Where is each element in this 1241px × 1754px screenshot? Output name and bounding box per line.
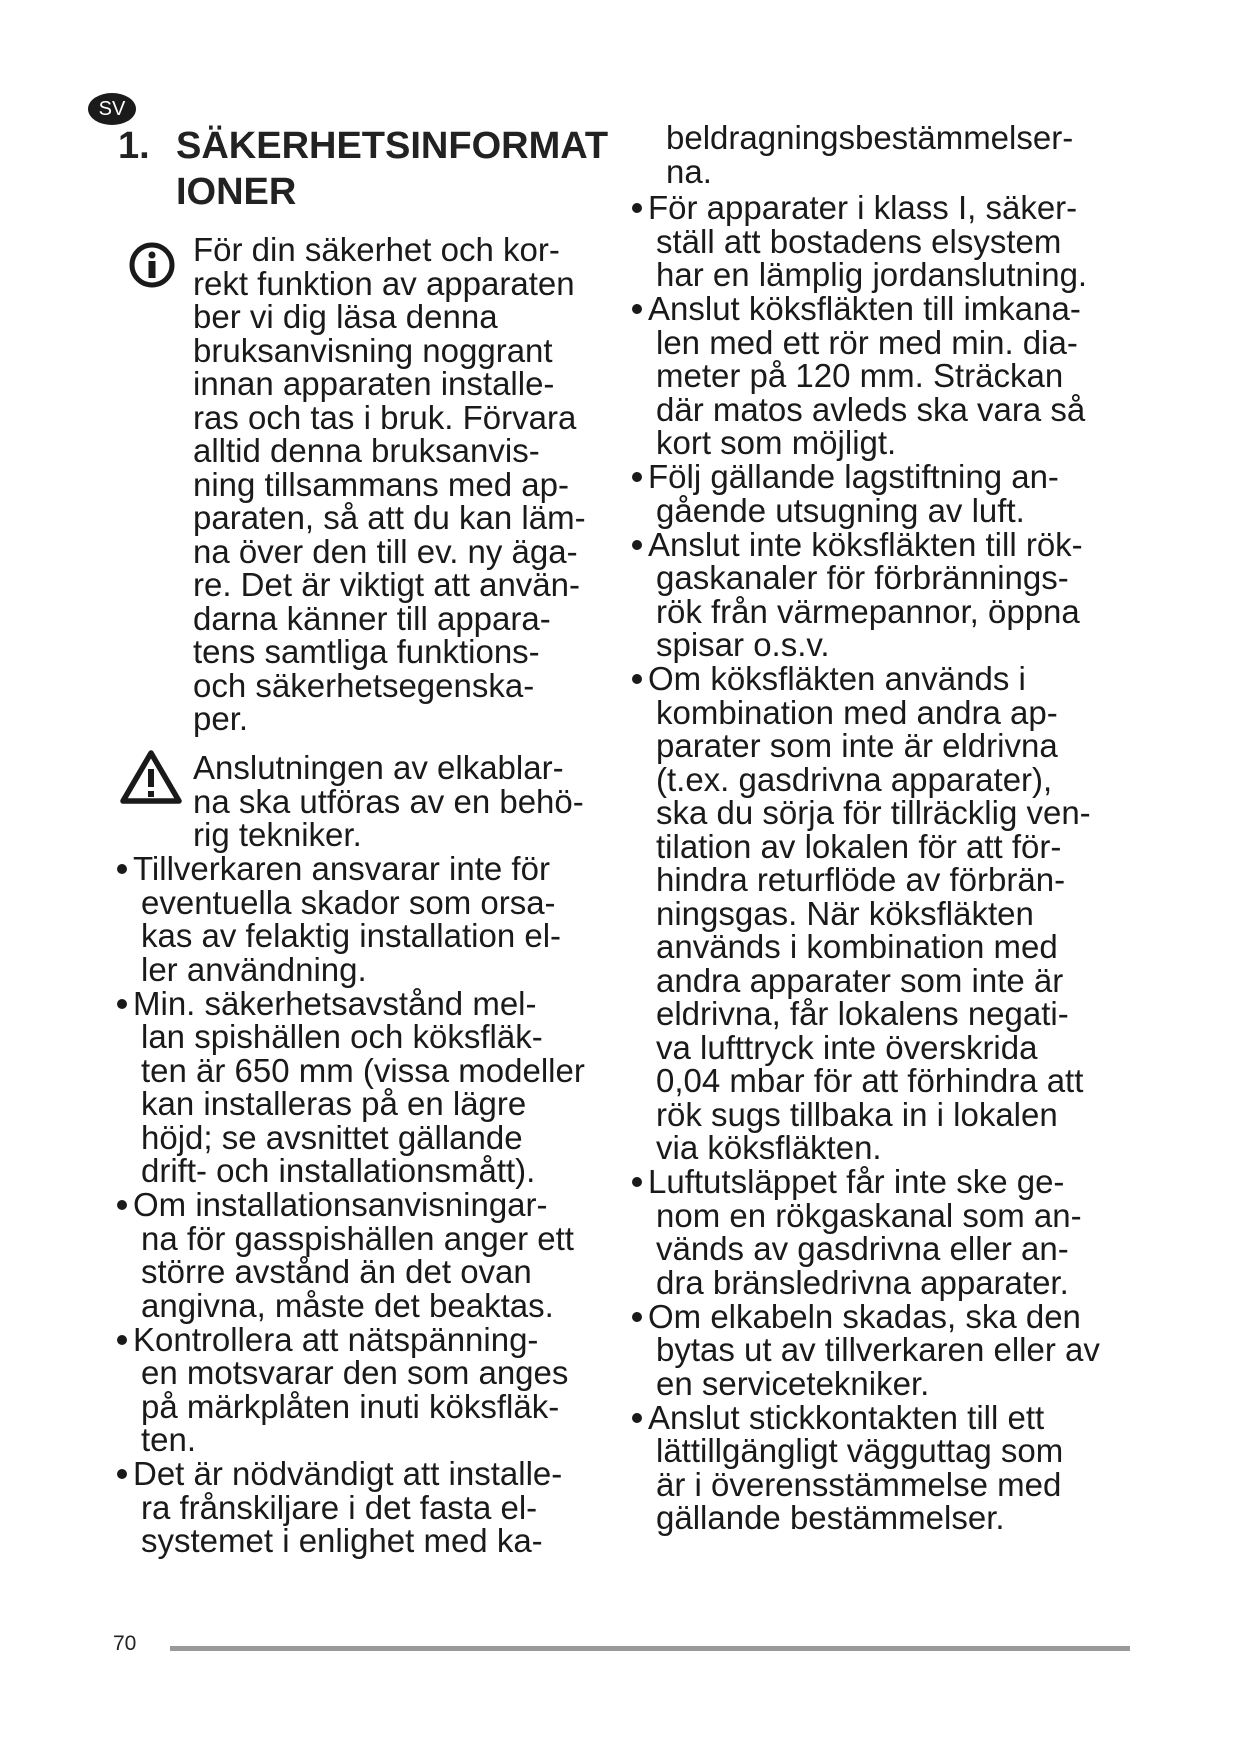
- paragraph: [648, 1398, 1064, 1536]
- text-line: (t.ex. gasdrivna apparater),: [656, 760, 1053, 798]
- text-line: Anslut köksfläkten till imkana-: [648, 290, 1081, 327]
- text-line: parater som inte är eldrivna: [656, 727, 1058, 764]
- paragraph: [648, 1165, 1082, 1299]
- paragraph: [666, 121, 1073, 188]
- text-line: angivna, måste det beaktas.: [141, 1286, 554, 1324]
- text-line: tens samtliga funktions-: [193, 633, 540, 670]
- text-line: dra bränsledrivna apparater.: [656, 1263, 1069, 1301]
- text-line: len med ett rör med min. dia-: [656, 323, 1078, 361]
- text-line: rök från värmepannor, öppna: [656, 592, 1080, 630]
- text-line: Luftutsläppet får inte ske ge-: [648, 1163, 1065, 1200]
- footer-rule: [170, 1646, 1130, 1651]
- bullet-icon: [632, 472, 642, 482]
- text-line: hindra returflöde av förbrän-: [656, 861, 1066, 898]
- text-line: Följ gällande lagstiftning an-: [648, 458, 1059, 495]
- bullet-icon: [632, 1413, 642, 1423]
- text-line: Om installationsanvisningar-: [133, 1186, 548, 1223]
- text-line: bruksanvisning noggrant: [193, 331, 553, 369]
- text-line: ten är 650 mm (vissa modeller: [141, 1051, 585, 1089]
- text-line: används i kombination med: [656, 928, 1058, 965]
- text-line: alltid denna bruksanvis-: [193, 432, 540, 469]
- paragraph: [133, 1320, 569, 1458]
- text-line: ler användning.: [141, 950, 367, 988]
- text-line: drift- och installationsmått).: [141, 1152, 536, 1189]
- text-line: på märkplåten inuti köksfläk-: [141, 1387, 560, 1425]
- text-line: Om elkabeln skadas, ska den: [648, 1297, 1081, 1335]
- text-line: re. Det är viktigt att använ-: [193, 566, 580, 603]
- text-line: höjd; se avsnittet gällande: [141, 1118, 523, 1156]
- text-line: spisar o.s.v.: [656, 626, 830, 663]
- text-line: ten.: [141, 1421, 197, 1458]
- bullet-icon: [117, 1469, 127, 1479]
- paragraph: [648, 662, 1091, 1165]
- text-line: Anslutningen av elkablar-: [193, 749, 564, 786]
- text-line: gående utsugning av luft.: [656, 491, 1025, 529]
- text-line: ra frånskiljare i det fasta el-: [141, 1488, 538, 1526]
- text-line: Kontrollera att nätspänning-: [133, 1320, 539, 1358]
- text-line: Anslut stickkontakten till ett: [648, 1398, 1045, 1436]
- text-line: kort som möjligt.: [656, 424, 897, 461]
- paragraph: [133, 1188, 574, 1322]
- text-line: darna känner till appara-: [193, 599, 551, 637]
- text-line: lan spishällen och köksfläk-: [141, 1018, 543, 1055]
- text-line: där matos avleds ska vara så: [656, 390, 1086, 428]
- text-line: har en lämplig jordanslutning.: [656, 256, 1088, 293]
- text-line: eventuella skador som orsa-: [141, 883, 556, 921]
- text-line: na ska utföras av en behö-: [193, 782, 584, 820]
- text-line: vänds av gasdrivna eller an-: [656, 1230, 1069, 1267]
- bullet-icon: [117, 1200, 127, 1210]
- text-line: eldrivna, får lokalens negati-: [656, 995, 1069, 1032]
- paragraph: [133, 852, 561, 986]
- text-line: kan installeras på en lägre: [141, 1085, 527, 1122]
- text-line: innan apparaten installe-: [193, 365, 555, 402]
- section-title-line: IONER: [176, 171, 297, 213]
- warning-icon: [119, 749, 183, 805]
- text-line: Det är nödvändigt att installe-: [133, 1455, 563, 1492]
- text-line: ningsgas. När köksfläkten: [656, 894, 1034, 932]
- text-line: paraten, så att du kan läm-: [193, 499, 586, 536]
- bullet-icon: [632, 304, 642, 314]
- bullet-icon: [632, 540, 642, 550]
- section-title-line: SÄKERHETSINFORMAT: [176, 125, 609, 167]
- paragraph: [133, 984, 585, 1189]
- paragraph: [648, 525, 1083, 663]
- bullet-icon: [117, 999, 127, 1009]
- text-line: Om köksfläkten används i: [648, 660, 1026, 697]
- text-line: kombination med andra ap-: [656, 693, 1058, 731]
- text-line: nom en rökgaskanal som an-: [656, 1196, 1082, 1234]
- text-line: Tillverkaren ansvarar inte för: [133, 850, 550, 887]
- text-line: Min. säkerhetsavstånd mel-: [133, 984, 537, 1022]
- text-line: rig tekniker.: [193, 816, 362, 853]
- text-line: ber vi dig läsa denna: [193, 298, 498, 335]
- text-line: meter på 120 mm. Sträckan: [656, 357, 1064, 394]
- page-number: 70: [113, 1632, 137, 1655]
- text-line: kas av felaktig installation el-: [141, 917, 562, 954]
- text-line: ning tillsammans med ap-: [193, 465, 569, 503]
- text-line: lättillgängligt vägguttag som: [656, 1432, 1064, 1469]
- text-line: rök sugs tillbaka in i lokalen: [656, 1095, 1058, 1133]
- text-line: na.: [666, 152, 712, 190]
- paragraph: [193, 751, 584, 852]
- text-line: och säkerhetsegenska-: [193, 666, 535, 704]
- text-line: ställ att bostadens elsystem: [656, 222, 1062, 260]
- paragraph: [648, 460, 1059, 527]
- text-line: ska du sörja för tillräcklig ven-: [656, 794, 1091, 831]
- bullet-icon: [632, 1312, 642, 1322]
- text-line: 0,04 mbar för att förhindra att: [656, 1062, 1084, 1099]
- paragraph: [648, 292, 1085, 460]
- text-line: systemet i enlighet med ka-: [141, 1522, 543, 1559]
- text-line: per.: [193, 700, 249, 737]
- paragraph: [648, 1297, 1100, 1402]
- text-line: är i överensstämmelse med: [656, 1465, 1062, 1503]
- bullet-icon: [632, 674, 642, 684]
- language-badge: SV: [88, 93, 136, 125]
- text-line: Anslut inte köksfläkten till rök-: [648, 525, 1083, 563]
- text-line: större avstånd än det ovan: [141, 1253, 532, 1290]
- bullet-icon: [632, 203, 642, 213]
- paragraph: [133, 1457, 562, 1558]
- text-line: För apparater i klass I, säker-: [648, 189, 1078, 226]
- paragraph: [648, 191, 1087, 292]
- text-line: tilation av lokalen för att för-: [656, 827, 1062, 865]
- text-line: gaskanaler för förbrännings-: [656, 559, 1069, 596]
- text-line: gällande bestämmelser.: [656, 1499, 1005, 1536]
- paragraph: [193, 233, 586, 736]
- text-line: en motsvarar den som anges: [141, 1354, 569, 1391]
- text-line: bytas ut av tillverkaren eller av: [656, 1331, 1100, 1368]
- bullet-icon: [117, 864, 127, 874]
- text-line: va lufttryck inte överskrida: [656, 1028, 1038, 1066]
- bullet-icon: [632, 1177, 642, 1187]
- info-icon: [127, 240, 177, 290]
- text-line: rekt funktion av apparaten: [193, 264, 575, 302]
- bullet-icon: [117, 1335, 127, 1345]
- text-line: andra apparater som inte är: [656, 961, 1064, 999]
- text-line: ras och tas i bruk. Förvara: [193, 398, 577, 436]
- text-line: beldragningsbestämmelser-: [666, 119, 1074, 156]
- text-line: via köksfläkten.: [656, 1129, 882, 1166]
- section-number: 1.: [118, 125, 150, 167]
- text-line: na för gasspishällen anger ett: [141, 1219, 574, 1257]
- text-line: en servicetekniker.: [656, 1364, 930, 1402]
- text-line: na över den till ev. ny äga-: [193, 532, 578, 570]
- text-line: För din säkerhet och kor-: [193, 231, 560, 268]
